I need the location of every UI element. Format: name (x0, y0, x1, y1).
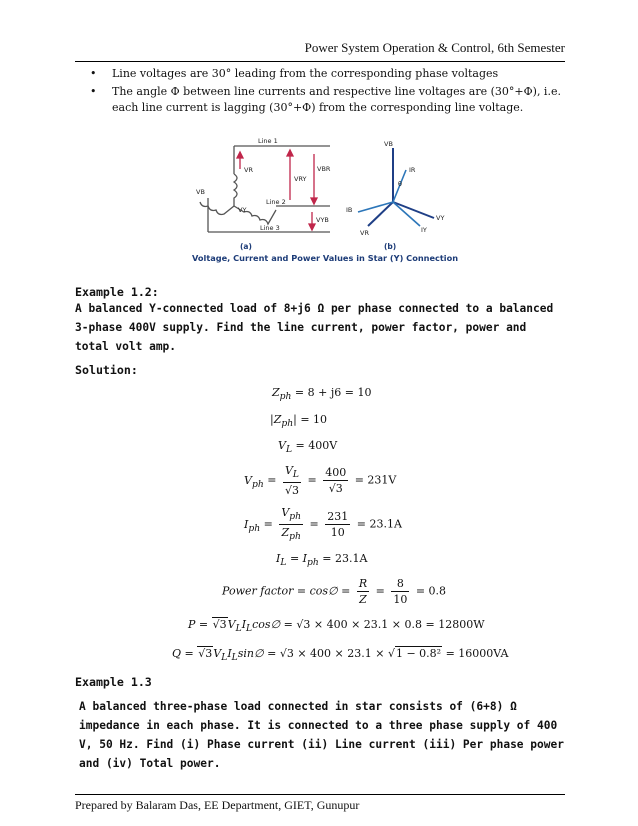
line2-label: Line 2 (266, 198, 286, 206)
vbr-label: VBR (317, 165, 331, 173)
figure-caption: Voltage, Current and Power Values in Star (Y) Connection (192, 253, 459, 263)
eq-iph: $I_{ph}$ = $\frac{V_{ph}}{Z_{ph}}$ = $\frac{231}{10}$ = 23.1A (244, 506, 402, 543)
example13-heading: Example 1.3 (75, 675, 152, 689)
page-header: Power System Operation & Control, 6th Semester (75, 40, 565, 62)
eq-power-factor: Power factor = cos∅ = $\frac{R}{Z}$ = $\frac{8}{10}$ = 0.8 (222, 577, 447, 606)
theta-label: θ (398, 180, 402, 188)
example12-heading: Example 1.2: (75, 285, 159, 299)
part-b-label: (b) (384, 242, 397, 251)
example13-problem: A balanced three-phase load connected in star consists of (6+8) Ω impedance in each phase. It is connected to a three phase supply of 400 V, 50 Hz. Find (i) Phase current (ii) Line current (iii) Per phase power and (iv) Total power. (79, 700, 564, 770)
vyb-label: VYB (316, 216, 329, 224)
eq-vph: $V_{ph}$ = $\frac{V_L}{√3}$ = $\frac{400}{√3}$ = 231V (244, 464, 397, 498)
star-connection-figure (188, 134, 450, 262)
current-phasor-b (358, 170, 420, 226)
vy-phasor-label: VY (436, 214, 445, 222)
eq-reactive-power: $Q = √3V_LI_L\sin\emptyset = √3 \times 400 \times 23.1 \times √1 - 0.8^2 = 16000VA$ (172, 647, 509, 664)
circuit-a (200, 146, 330, 232)
ib-label: IB (346, 206, 353, 214)
voltage-arrows-a (237, 150, 317, 230)
vy-label: VY (238, 206, 247, 214)
bullet-item: • The angle Φ between line currents and respective line voltages are (30°+Φ), i.e. each line current is lagging (30°+Φ) from the corresponding line voltage. (88, 84, 568, 116)
eq-active-power: $P = √3V_LI_L\cos\emptyset = √3 \times 400 \times 23.1 \times 0.8 = 12800W$ (188, 618, 485, 635)
bullet-list (88, 66, 568, 118)
vr-phasor-label: VR (360, 229, 369, 237)
solution-heading: Solution: (75, 363, 138, 377)
eq-zph: $Z_{ph} = 8 + j6 = 10$ (272, 386, 372, 403)
ir-label: IR (409, 166, 416, 174)
star-connection-diagram (188, 134, 450, 262)
iy-label: IY (421, 226, 427, 234)
eq-zph-mag: $|Z_{ph}| = 10$ (270, 413, 328, 430)
line3-label: Line 3 (260, 224, 280, 232)
vb-phasor-label: VB (384, 140, 393, 148)
page-footer: Prepared by Balaram Das, EE Department, GIET, Gunupur (75, 794, 565, 813)
vb-label: VB (196, 188, 205, 196)
eq-vl: $V_L = 400V$ (278, 439, 338, 456)
labels-b (346, 140, 444, 237)
bullet-item: • Line voltages are 30° leading from the corresponding phase voltages (88, 66, 568, 82)
line1-label: Line 1 (258, 137, 278, 145)
eq-il: $I_L = I_{ph} = 23.1A$ (276, 552, 368, 569)
vry-label: VRY (294, 175, 307, 183)
part-a-label: (a) (240, 242, 252, 251)
example12-problem: A balanced Y-connected load of 8+j6 Ω per phase connected to a balanced 3-phase 400V supply. Find the line current, power factor, power and total volt amp. (75, 302, 554, 353)
vr-label: VR (244, 166, 253, 174)
part-labels (240, 242, 396, 251)
labels-a (196, 137, 331, 232)
